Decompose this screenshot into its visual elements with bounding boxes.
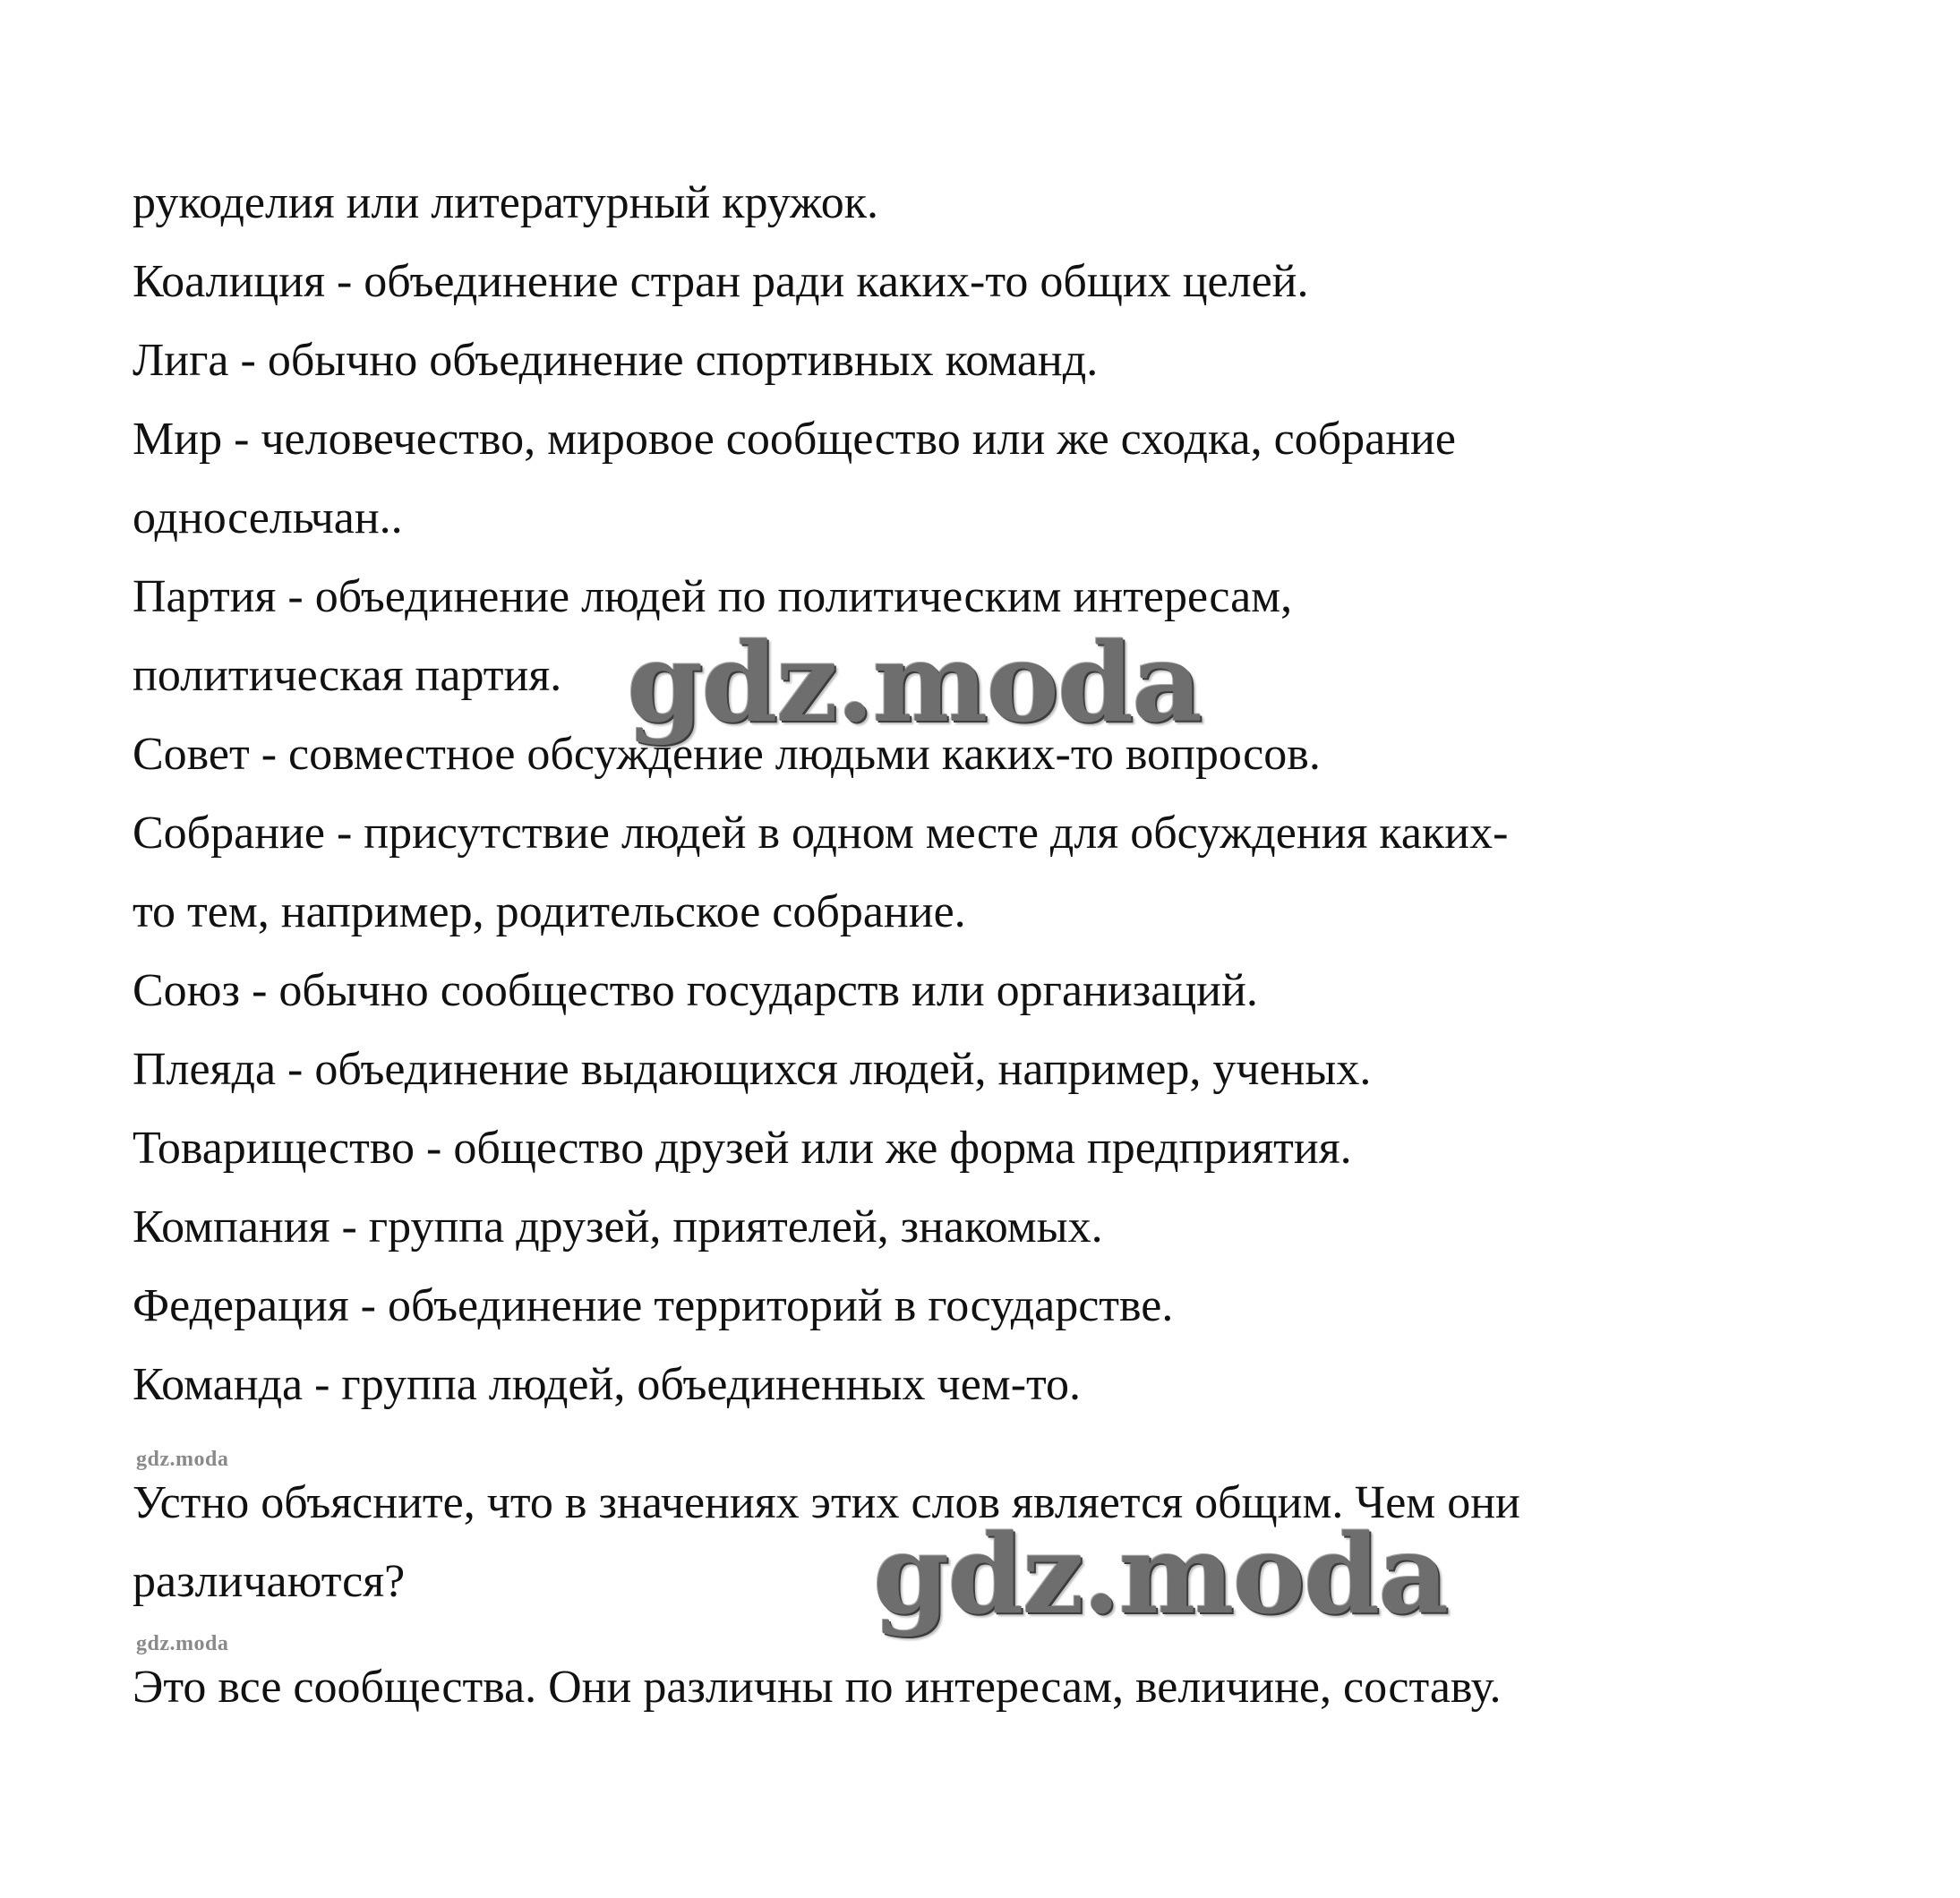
text-line: Лига - обычно объединение спортивных команд. [133,335,1099,386]
text-line: Федерация - объединение территорий в государстве. [133,1280,1174,1331]
watermark-small: gdz.moda [136,1448,229,1471]
answer-line: Это все сообщества. Они различны по интересам, величине, составу. [133,1662,1502,1713]
watermark-small: gdz.moda [136,1632,229,1655]
question-line-2: различаются? [133,1556,406,1607]
text-line: Партия - объединение людей по политическим интересам, [133,571,1293,622]
watermark-large: gdz.moda [873,1509,1448,1638]
text-line: Совет - совместное обсуждение людьми каких-то вопросов. [133,729,1321,780]
text-line: Мир - человечество, мировое сообщество или же сходка, собрание [133,414,1456,465]
text-line: Союз - обычно сообщество государств или организаций. [133,965,1258,1016]
text-line: Компания - группа друзей, приятелей, знакомых. [133,1201,1103,1253]
text-line: односельчан.. [133,492,403,543]
text-line: Товарищество - общество друзей или же форма предприятия. [133,1123,1352,1174]
question-line-1: Устно объясните, что в значениях этих слов является общим. Чем они [133,1477,1520,1528]
text-line: то тем, например, родительское собрание. [133,886,966,937]
text-line: политическая партия. [133,650,562,701]
text-line: Коалиция - объединение стран ради каких-то общих целей. [133,256,1309,307]
watermark-large: gdz.moda [627,618,1202,747]
text-line: рукоделия или литературный кружок. [133,177,879,228]
text-line: Плеяда - объединение выдающихся людей, например, ученых. [133,1044,1372,1095]
text-line: Команда - группа людей, объединенных чем-то. [133,1359,1082,1410]
text-line: Собрание - присутствие людей в одном месте для обсуждения каких- [133,808,1509,859]
